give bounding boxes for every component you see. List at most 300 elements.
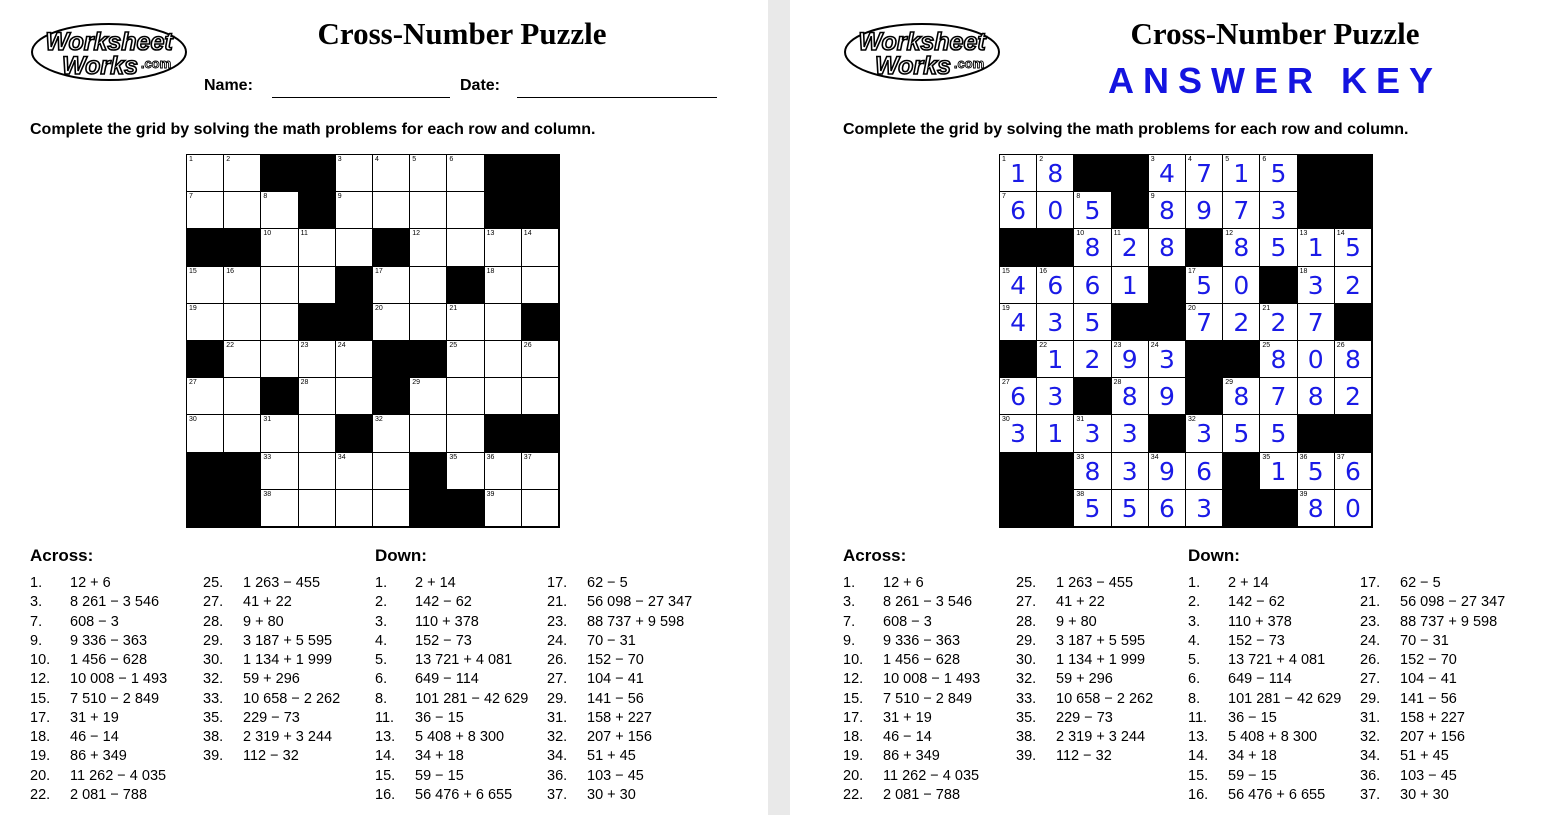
grid-cell	[410, 378, 447, 415]
clue-number: 26.	[1360, 652, 1381, 668]
clue-expression: 5 408 + 8 300	[415, 729, 505, 745]
grid-cell	[1112, 453, 1149, 490]
clue-number: 6.	[1188, 671, 1201, 688]
grid-cell	[1149, 192, 1186, 229]
cell-number: 25	[1262, 342, 1271, 349]
clue-expression: 229 − 73	[243, 709, 300, 726]
cell-answer: 3	[1047, 382, 1064, 412]
grid-cell	[1186, 304, 1223, 341]
clue-expression: 88 737 + 9 598	[1400, 613, 1498, 630]
cell-number: 30	[189, 416, 197, 424]
grid-cell	[224, 341, 261, 378]
cell-answer: 6	[1196, 456, 1213, 486]
grid-cell	[299, 229, 336, 266]
across-heading: Across:	[30, 546, 94, 565]
clue-expression: 152 − 70	[587, 652, 644, 668]
clue-number: 30.	[1016, 652, 1037, 668]
clue-number: 26.	[547, 652, 568, 668]
clue-expression: 34 + 18	[1228, 748, 1277, 765]
cell-number: 11	[1113, 230, 1121, 238]
clue-expression: 36 − 15	[415, 709, 464, 726]
grid-cell	[410, 229, 447, 266]
cell-answer: 3	[1084, 419, 1101, 449]
grid-cell	[1037, 267, 1074, 304]
clue-number: 15.	[30, 690, 51, 707]
grid-cell	[410, 415, 447, 452]
grid-cell	[373, 415, 410, 452]
clue-number: 13.	[375, 729, 396, 745]
cell-number: 16	[1039, 267, 1047, 275]
grid-cell	[1149, 490, 1186, 527]
clue-expression: 10 008 − 1 493	[70, 671, 168, 688]
grid-cell	[373, 267, 410, 304]
clue-number: 1.	[30, 575, 43, 591]
clue-number: 33.	[1016, 690, 1037, 707]
grid-cell	[1223, 229, 1260, 266]
cell-answer: 0	[1233, 270, 1250, 300]
cell-answer: 6	[1010, 382, 1027, 412]
clue-expression: 1 263 − 455	[1056, 575, 1134, 591]
clue-number: 3.	[843, 594, 856, 611]
grid-cell	[187, 378, 224, 415]
clue-number: 21.	[547, 594, 568, 611]
clue-number: 34.	[1360, 748, 1381, 765]
clue-number: 25.	[203, 575, 224, 591]
clue-expression: 59 + 296	[1056, 671, 1113, 688]
grid-cell	[1000, 155, 1037, 192]
grid-cell	[1112, 490, 1149, 527]
clue-expression: 229 − 73	[1056, 709, 1113, 726]
grid-cell-black	[299, 155, 336, 192]
clue-number: 38.	[1016, 729, 1037, 745]
clue-expression: 56 476 + 6 655	[1228, 786, 1326, 803]
clue-number: 35.	[1016, 709, 1037, 726]
grid-cell	[336, 192, 373, 229]
grid-cell	[261, 341, 298, 378]
cell-number: 4	[1188, 156, 1192, 163]
grid-cell	[1260, 229, 1297, 266]
clue-number: 32.	[547, 729, 568, 745]
cell-number: 29	[412, 379, 420, 387]
clue-number: 27.	[547, 671, 568, 688]
grid-cell	[1074, 453, 1111, 490]
cell-number: 7	[1002, 193, 1006, 201]
grid-cell	[336, 490, 373, 527]
grid-cell	[1149, 453, 1186, 490]
grid-cell-black	[410, 490, 447, 527]
cell-number: 14	[523, 230, 532, 238]
clue-expression: 10 658 − 2 262	[1056, 690, 1154, 707]
clue-number: 27.	[1360, 671, 1381, 688]
clue-number: 3.	[375, 613, 388, 630]
cell-number: 33	[1076, 453, 1085, 461]
clue-expression: 608 − 3	[70, 613, 119, 630]
grid-cell	[1260, 341, 1297, 378]
cell-answer: 6	[1010, 196, 1027, 226]
clue-expression: 2 319 + 3 244	[1056, 729, 1146, 745]
cell-answer: 9	[1196, 196, 1213, 226]
cell-answer: 3	[1121, 456, 1138, 486]
clue-expression: 101 281 − 42 629	[1228, 690, 1342, 707]
clue-expression: 152 − 70	[1400, 652, 1457, 668]
clue-expression: 62 − 5	[1400, 575, 1441, 591]
clue-number: 1.	[1188, 575, 1201, 591]
cell-answer: 6	[1344, 456, 1361, 486]
clue-expression: 8 261 − 3 546	[70, 594, 160, 611]
cell-answer: 6	[1084, 270, 1101, 300]
clue-number: 15.	[1188, 767, 1209, 784]
instructions: Complete the grid by solving the math problems for each row and column.	[30, 121, 596, 138]
grid-cell	[1223, 378, 1260, 415]
grid-cell	[1298, 490, 1335, 527]
grid-cell	[447, 155, 484, 192]
cell-number: 8	[1076, 193, 1081, 201]
grid-cell-black	[485, 192, 522, 229]
grid-cell-black	[224, 490, 261, 527]
grid-cell	[410, 192, 447, 229]
cell-number: 13	[486, 230, 495, 238]
clue-number: 36.	[1360, 767, 1381, 784]
cell-answer: 4	[1010, 270, 1027, 300]
cell-answer: 5	[1084, 196, 1101, 226]
clue-expression: 5 408 + 8 300	[1228, 729, 1318, 745]
clue-expression: 142 − 62	[415, 594, 472, 611]
cell-answer: 5	[1270, 233, 1287, 263]
clue-number: 9.	[843, 632, 856, 649]
cell-number: 16	[226, 267, 234, 275]
cell-answer: 0	[1307, 345, 1324, 374]
grid-cell	[187, 155, 224, 192]
clue-expression: 11 262 − 4 035	[883, 767, 980, 784]
grid-cell-black	[336, 415, 373, 452]
grid-cell-black	[410, 453, 447, 490]
grid-cell	[1149, 378, 1186, 415]
grid-cell-black	[522, 192, 559, 229]
clue-number: 30.	[203, 652, 224, 668]
cell-number: 8	[263, 193, 268, 201]
grid-cell-black	[1298, 155, 1335, 192]
grid-cell	[1149, 341, 1186, 378]
cell-answer: 2	[1121, 233, 1138, 263]
clue-number: 13.	[1188, 729, 1209, 745]
down-heading: Down:	[375, 546, 427, 565]
grid-cell	[1037, 415, 1074, 452]
clue-expression: 41 + 22	[243, 594, 292, 611]
cell-answer: 7	[1196, 159, 1213, 188]
grid-cell	[1186, 267, 1223, 304]
grid-cell	[224, 155, 261, 192]
puzzle-grid	[186, 154, 560, 528]
cell-answer: 5	[1270, 159, 1287, 188]
cell-number: 26	[1336, 342, 1345, 349]
svg-text:.com: .com	[140, 56, 172, 71]
grid-cell	[1260, 378, 1297, 415]
grid-cell	[1335, 341, 1372, 378]
grid-cell-black	[1260, 490, 1297, 527]
svg-text:Worksheet: Worksheet	[858, 28, 986, 56]
clue-expression: 1 456 − 628	[883, 652, 961, 668]
clue-number: 28.	[1016, 613, 1037, 630]
clue-expression: 141 − 56	[1400, 690, 1457, 707]
grid-cell	[1335, 490, 1372, 527]
clue-number: 17.	[547, 575, 568, 591]
clue-expression: 56 098 − 27 347	[587, 594, 693, 611]
clue-expression: 207 + 156	[587, 729, 652, 745]
grid-cell	[1335, 378, 1372, 415]
down-heading: Down:	[1188, 546, 1240, 565]
clue-expression: 158 + 227	[587, 709, 652, 726]
clue-number: 8.	[1188, 690, 1201, 707]
clue-expression: 112 − 32	[243, 748, 299, 765]
grid-cell	[485, 229, 522, 266]
clue-expression: 152 − 73	[1228, 632, 1285, 649]
grid-cell-black	[447, 267, 484, 304]
grid-cell-black	[1335, 192, 1372, 229]
clue-number: 32.	[1360, 729, 1381, 745]
clue-number: 1.	[843, 575, 856, 591]
grid-cell	[261, 304, 298, 341]
grid-cell	[522, 378, 559, 415]
grid-cell-black	[485, 415, 522, 452]
clue-number: 24.	[1360, 632, 1381, 649]
grid-cell-black	[1335, 155, 1372, 192]
cell-number: 21	[1262, 304, 1271, 312]
clue-expression: 31 + 19	[70, 709, 119, 726]
grid-cell	[522, 453, 559, 490]
grid-cell-black	[336, 304, 373, 341]
grid-cell	[1112, 229, 1149, 266]
cell-number: 35	[449, 453, 458, 461]
cell-number: 12	[1225, 230, 1233, 238]
clue-number: 27.	[203, 594, 224, 611]
cell-number: 38	[263, 490, 272, 498]
grid-cell	[261, 453, 298, 490]
cell-number: 24	[337, 342, 346, 349]
cell-number: 15	[1002, 267, 1010, 275]
clue-expression: 158 + 227	[1400, 709, 1465, 726]
cell-answer: 5	[1344, 233, 1361, 263]
cell-answer: 8	[1047, 159, 1064, 188]
clue-expression: 2 + 14	[1228, 575, 1269, 591]
grid-cell	[447, 415, 484, 452]
clue-expression: 2 081 − 788	[883, 786, 961, 803]
cell-answer: 3	[1047, 307, 1064, 337]
cell-answer: 8	[1233, 382, 1250, 412]
clue-number: 16.	[375, 786, 396, 803]
cell-number: 5	[1225, 156, 1230, 163]
grid-cell	[1112, 415, 1149, 452]
clue-expression: 30 + 30	[587, 786, 636, 803]
grid-cell	[299, 378, 336, 415]
grid-cell	[187, 192, 224, 229]
grid-cell	[299, 490, 336, 527]
name-label: Name:	[204, 77, 253, 94]
grid-cell	[485, 304, 522, 341]
cell-answer: 2	[1084, 345, 1101, 374]
svg-text:Works: Works	[62, 52, 138, 80]
clue-expression: 11 262 − 4 035	[70, 767, 167, 784]
cell-number: 17	[1188, 267, 1196, 275]
clue-expression: 86 + 349	[70, 748, 127, 765]
cell-answer: 3	[1307, 270, 1324, 300]
cell-number: 27	[189, 379, 197, 387]
clue-expression: 2 319 + 3 244	[243, 729, 333, 745]
cell-answer: 5	[1084, 307, 1101, 337]
grid-cell-black	[1074, 378, 1111, 415]
grid-cell	[261, 490, 298, 527]
clue-number: 1.	[375, 575, 388, 591]
grid-cell	[1037, 155, 1074, 192]
clue-number: 38.	[203, 729, 224, 745]
cell-number: 30	[1002, 416, 1010, 424]
grid-cell	[1149, 155, 1186, 192]
grid-cell	[373, 192, 410, 229]
cell-answer: 0	[1344, 493, 1361, 523]
clue-expression: 13 721 + 4 081	[415, 652, 513, 668]
cell-answer: 8	[1121, 382, 1138, 412]
worksheet-works-logo	[843, 22, 1001, 82]
grid-cell	[1298, 267, 1335, 304]
grid-cell	[1186, 155, 1223, 192]
cell-number: 10	[263, 230, 272, 238]
grid-cell	[336, 229, 373, 266]
grid-cell	[410, 267, 447, 304]
cell-answer: 3	[1270, 196, 1287, 226]
grid-cell	[1298, 453, 1335, 490]
cell-answer: 1	[1047, 419, 1064, 449]
cell-answer: 1	[1121, 270, 1138, 300]
cell-number: 6	[1262, 156, 1267, 163]
clue-expression: 207 + 156	[1400, 729, 1465, 745]
answer-key-page	[790, 0, 1562, 815]
clue-expression: 3 187 + 5 595	[1056, 632, 1146, 649]
cell-number: 28	[300, 379, 309, 387]
date-line	[517, 97, 717, 98]
cell-answer: 8	[1158, 196, 1175, 226]
grid-cell	[1074, 304, 1111, 341]
grid-cell-black	[299, 192, 336, 229]
cell-number: 6	[449, 156, 454, 163]
cell-answer: 9	[1158, 456, 1175, 486]
clue-number: 24.	[547, 632, 568, 649]
name-line	[272, 97, 450, 98]
cell-answer: 3	[1158, 345, 1175, 374]
cell-number: 32	[1188, 416, 1196, 424]
grid-cell	[485, 490, 522, 527]
cell-answer: 0	[1047, 196, 1064, 226]
cell-answer: 8	[1307, 493, 1324, 523]
grid-cell-black	[261, 155, 298, 192]
clue-number: 36.	[547, 767, 568, 784]
cell-answer: 2	[1344, 382, 1361, 412]
grid-cell	[299, 453, 336, 490]
clue-number: 18.	[843, 729, 864, 745]
grid-cell-black	[522, 415, 559, 452]
cell-number: 24	[1150, 342, 1159, 349]
clue-number: 31.	[1360, 709, 1381, 726]
grid-cell	[1223, 192, 1260, 229]
grid-cell	[1223, 155, 1260, 192]
grid-cell	[187, 267, 224, 304]
grid-cell-black	[336, 267, 373, 304]
grid-cell	[336, 155, 373, 192]
clue-number: 29.	[203, 632, 224, 649]
grid-cell	[187, 415, 224, 452]
cell-number: 22	[226, 342, 234, 349]
grid-cell	[1335, 267, 1372, 304]
cell-answer: 5	[1121, 493, 1138, 523]
cell-number: 33	[263, 453, 272, 461]
cell-number: 25	[449, 342, 458, 349]
cell-number: 9	[1150, 193, 1155, 201]
clue-number: 5.	[375, 652, 388, 668]
clue-expression: 70 − 31	[1400, 632, 1449, 649]
clue-expression: 9 + 80	[243, 613, 284, 630]
grid-cell	[447, 229, 484, 266]
cell-number: 39	[486, 490, 495, 498]
grid-cell	[1298, 378, 1335, 415]
clue-expression: 2 081 − 788	[70, 786, 148, 803]
grid-cell	[1000, 192, 1037, 229]
grid-cell-black	[1037, 490, 1074, 527]
clue-expression: 46 − 14	[70, 729, 119, 745]
grid-cell-black	[1335, 415, 1372, 452]
grid-cell-black	[187, 490, 224, 527]
clue-number: 29.	[1360, 690, 1381, 707]
clue-expression: 10 008 − 1 493	[883, 671, 981, 688]
clue-expression: 112 − 32	[1056, 748, 1112, 765]
clue-number: 15.	[843, 690, 864, 707]
clue-number: 17.	[30, 709, 51, 726]
cell-number: 15	[189, 267, 197, 275]
grid-cell-black	[447, 490, 484, 527]
grid-cell	[1186, 453, 1223, 490]
grid-cell-black	[485, 155, 522, 192]
cell-number: 2	[1039, 156, 1044, 163]
grid-cell-black	[1000, 490, 1037, 527]
cell-number: 1	[1002, 156, 1006, 163]
grid-cell	[522, 341, 559, 378]
grid-cell-black	[1186, 341, 1223, 378]
clue-number: 17.	[1360, 575, 1381, 591]
grid-cell-black	[1112, 304, 1149, 341]
grid-cell	[261, 229, 298, 266]
grid-cell-black	[1149, 304, 1186, 341]
clue-expression: 59 − 15	[415, 767, 464, 784]
cell-answer: 5	[1084, 493, 1101, 523]
grid-cell	[447, 341, 484, 378]
grid-cell-black	[373, 341, 410, 378]
clue-expression: 9 336 − 363	[883, 632, 961, 649]
page-divider	[768, 0, 790, 815]
clue-number: 10.	[30, 652, 51, 668]
cell-answer: 1	[1233, 159, 1250, 188]
cell-answer: 6	[1158, 493, 1175, 523]
grid-cell-black	[410, 341, 447, 378]
grid-cell	[1223, 267, 1260, 304]
grid-cell-black	[1335, 304, 1372, 341]
cell-number: 4	[375, 156, 379, 163]
page-title: Cross-Number Puzzle	[1130, 16, 1420, 51]
cell-number: 27	[1002, 379, 1010, 387]
grid-cell	[1260, 304, 1297, 341]
clue-expression: 59 − 15	[1228, 767, 1277, 784]
clue-expression: 3 187 + 5 595	[243, 632, 333, 649]
grid-cell	[1000, 267, 1037, 304]
cell-answer: 8	[1233, 233, 1250, 263]
grid-cell	[1260, 192, 1297, 229]
clue-number: 2.	[1188, 594, 1201, 611]
